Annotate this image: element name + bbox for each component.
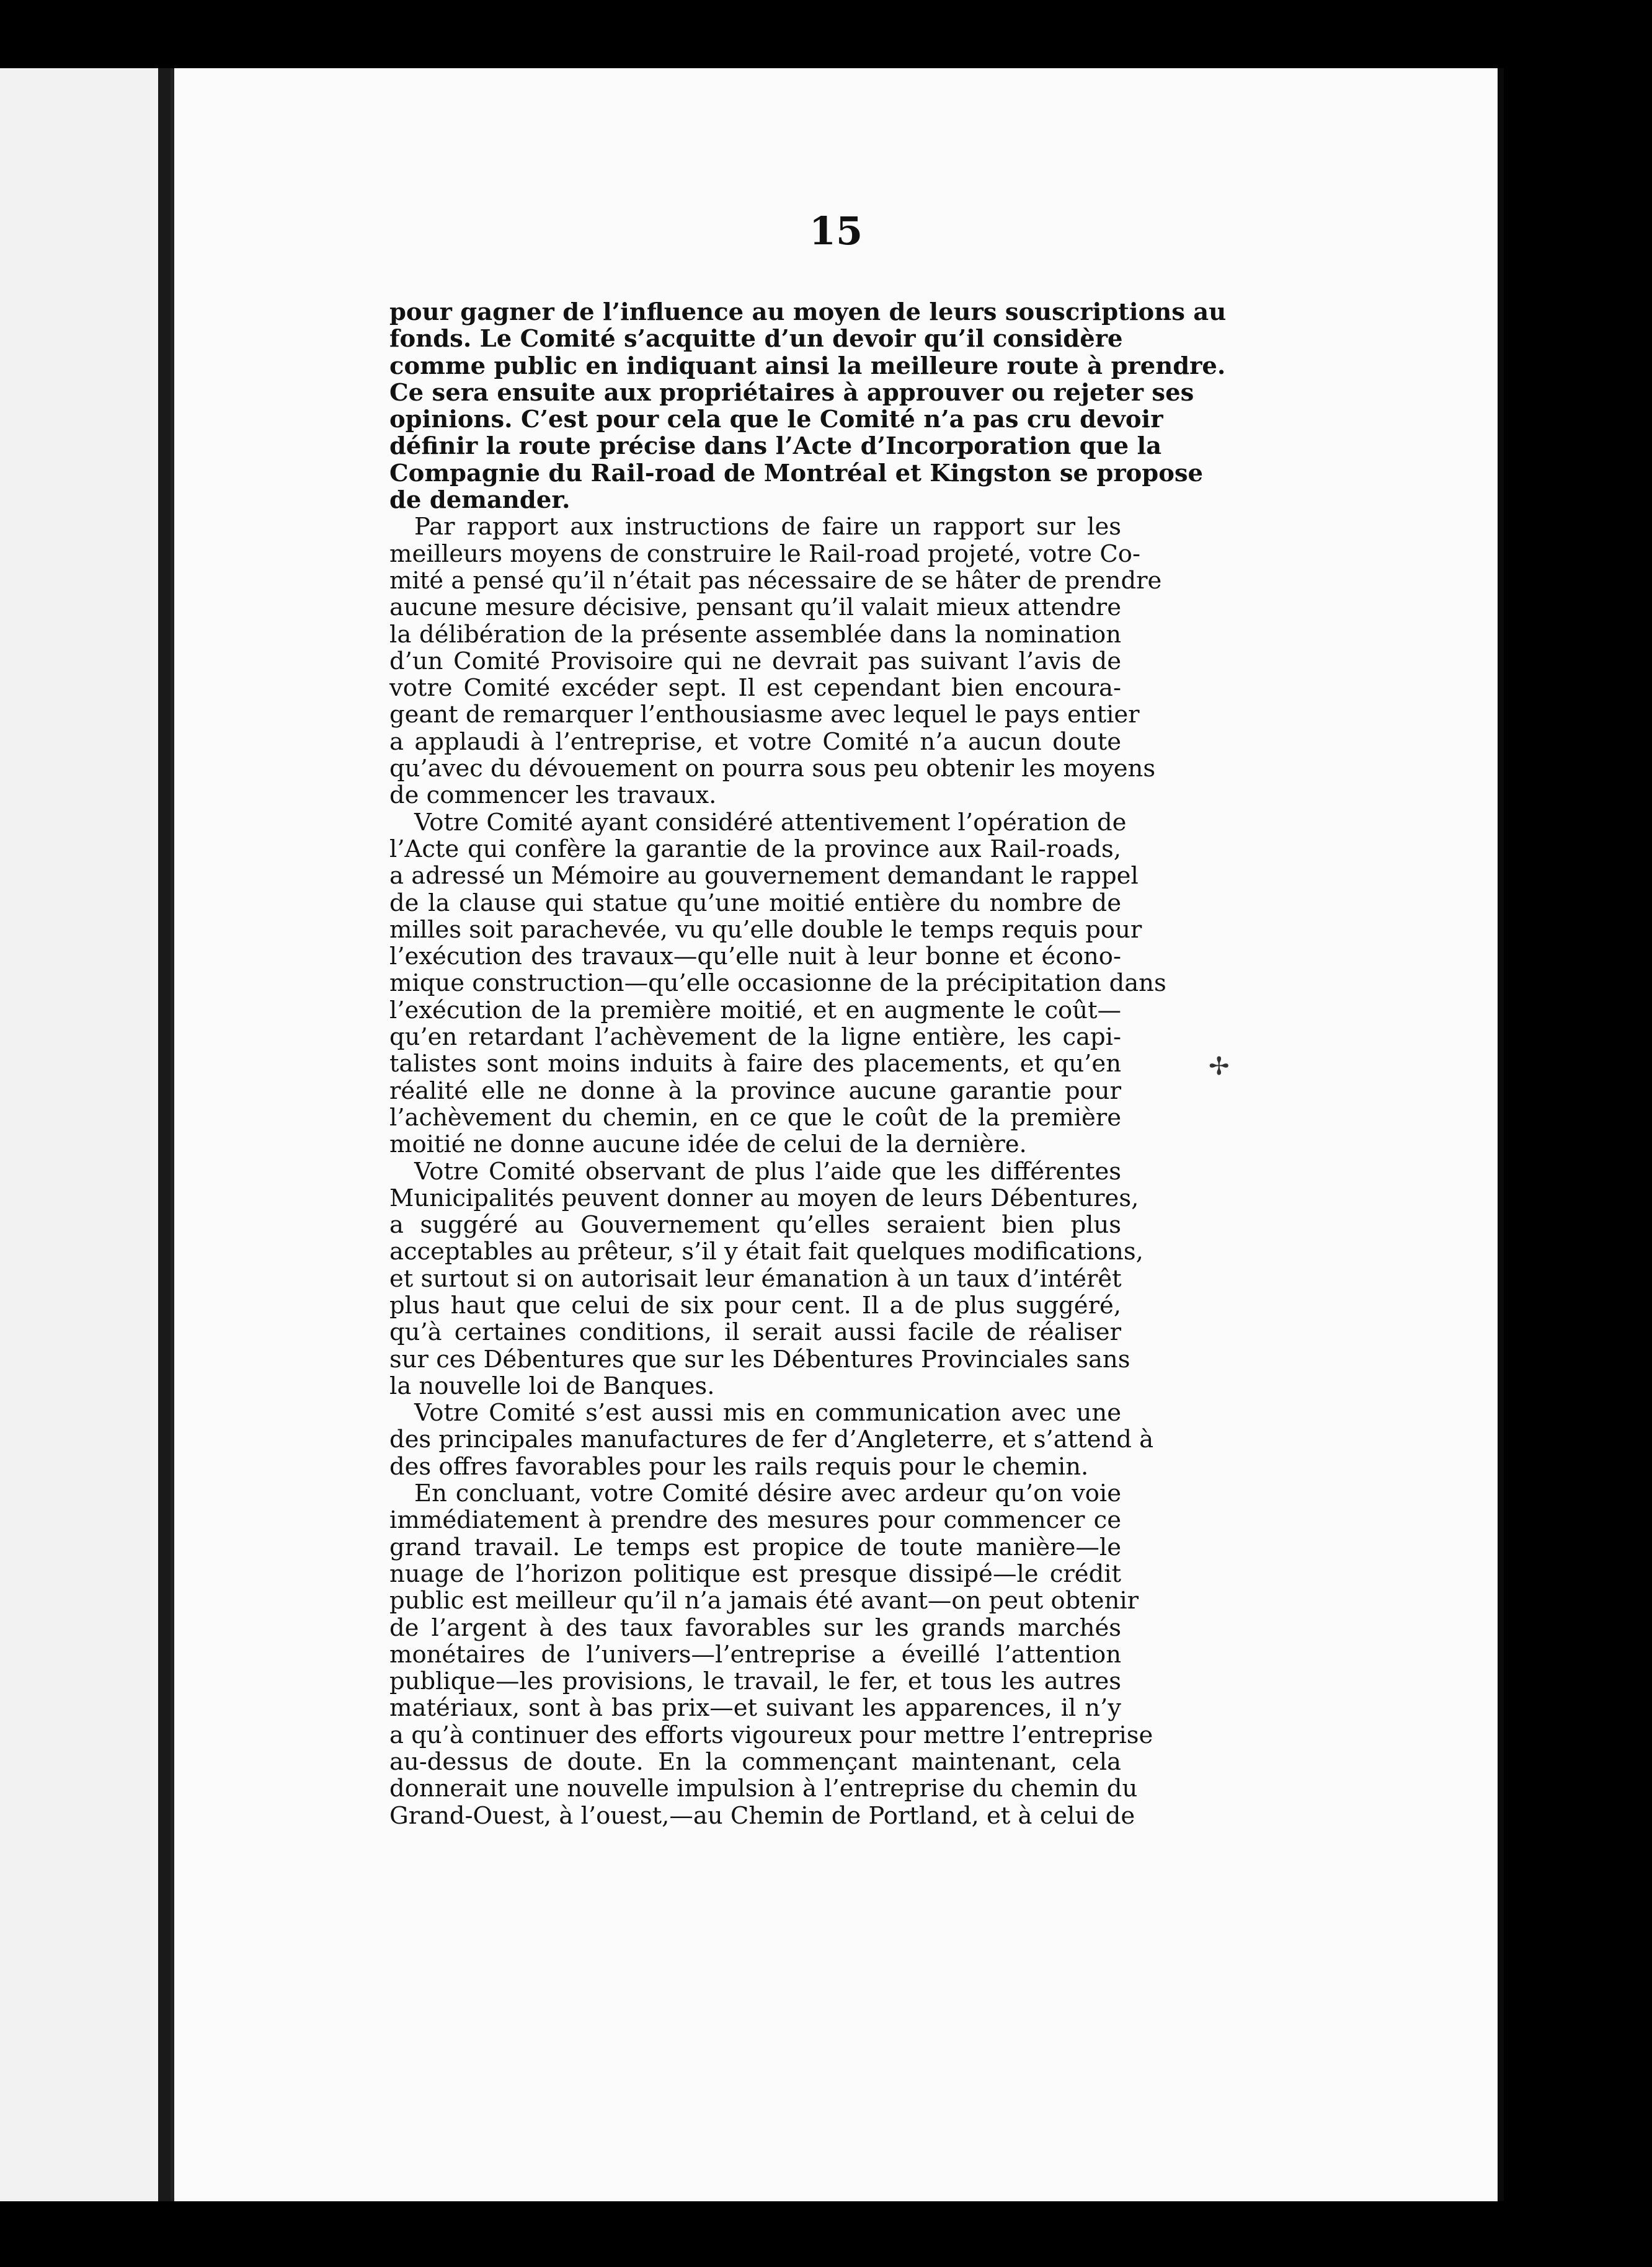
text-line: immédiatement à prendre des mesures pour commencer ce — [389, 1506, 1121, 1535]
text-line: Votre Comité observant de plus l’aide que les différentes — [414, 1157, 1121, 1186]
text-line: qu’à certaines conditions, il serait aussi facile de réaliser — [389, 1318, 1121, 1347]
text-line: Ce sera ensuite aux propriétaires à approuver ou rejeter ses — [389, 378, 1194, 407]
text-line: fonds. Le Comité s’acquitte d’un devoir qu’il considère — [389, 325, 1123, 353]
text-line: d’un Comité Provisoire qui ne devrait pas suivant l’avis de — [389, 647, 1121, 675]
text-line: au-dessus de doute. En la commençant maintenant, cela — [389, 1748, 1121, 1777]
text-line: moitié ne donne aucune idée de celui de la dernière. — [389, 1130, 1027, 1159]
text-line: réalité elle ne donne à la province aucune garantie pour — [389, 1076, 1121, 1105]
paragraph — [389, 513, 1162, 810]
paragraph — [389, 1399, 1154, 1481]
text-line: de la clause qui statue qu’une moitié entière du nombre de — [389, 889, 1121, 917]
text-line: Compagnie du Rail-road de Montréal et Kingston se propose — [389, 459, 1204, 487]
text-line: matériaux, sont à bas prix—et suivant les apparences, il n’y — [389, 1694, 1121, 1723]
text-line: votre Comité excéder sept. Il est cependant bien encoura- — [389, 674, 1121, 703]
text-line: En concluant, votre Comité désire avec ardeur qu’on voie — [414, 1480, 1121, 1508]
text-line: nuage de l’horizon politique est presque dissipé—le crédit — [389, 1559, 1121, 1588]
text-line: a qu’à continuer des efforts vigoureux pour mettre l’entreprise — [389, 1721, 1153, 1749]
text-line: Votre Comité ayant considéré attentivement l’opération de — [414, 808, 1127, 836]
paragraph — [389, 1480, 1153, 1830]
text-line: Votre Comité s’est aussi mis en communication avec une — [414, 1399, 1121, 1427]
text-line: qu’en retardant l’achèvement de la ligne entière, les capi- — [389, 1023, 1121, 1052]
text-line: monétaires de l’univers—l’entreprise a éveillé l’attention — [389, 1640, 1121, 1669]
text-line: Par rapport aux instructions de faire un rapport sur les — [414, 513, 1121, 541]
page-number: 15 — [809, 208, 863, 254]
text-line: mité a pensé qu’il n’était pas nécessaire de se hâter de prendre — [389, 566, 1162, 595]
text-line: et surtout si on autorisait leur émanation à un taux d’intérêt — [389, 1264, 1122, 1293]
text-line: talistes sont moins induits à faire des placements, et qu’en — [389, 1050, 1121, 1078]
text-line: plus haut que celui de six pour cent. Il a de plus suggéré, — [389, 1291, 1121, 1320]
text-line: donnerait une nouvelle impulsion à l’entreprise du chemin du — [389, 1775, 1138, 1803]
text-line: geant de remarquer l’enthousiasme avec lequel le pays entier — [389, 701, 1140, 729]
text-line: meilleurs moyens de construire le Rail-road projeté, votre Co- — [389, 539, 1140, 568]
text-line: l’Acte qui confère la garantie de la province aux Rail-roads, — [389, 835, 1121, 863]
text-line: a applaudi à l’entreprise, et votre Comité n’a aucun doute — [389, 727, 1121, 756]
text-line: l’exécution de la première moitié, et en augmente le coût— — [389, 996, 1121, 1024]
text-line: de commencer les travaux. — [389, 781, 717, 810]
text-line: des principales manufactures de fer d’Angleterre, et s’attend à — [389, 1426, 1154, 1454]
body-text — [389, 298, 1227, 1830]
text-line: a adressé un Mémoire au gouvernement demandant le rappel — [389, 862, 1139, 890]
text-line: opinions. C’est pour cela que le Comité n’a pas cru devoir — [389, 406, 1163, 434]
text-line: acceptables au prêteur, s’il y était fait quelques modifications, — [389, 1238, 1144, 1266]
text-line: grand travail. Le temps est propice de toute manière—le — [389, 1533, 1121, 1561]
text-line: mique construction—qu’elle occasionne de la précipitation dans — [389, 969, 1166, 998]
text-line: Municipalités peuvent donner au moyen de leurs Débentures, — [389, 1184, 1139, 1212]
text-line: l’exécution des travaux—qu’elle nuit à leur bonne et écono- — [389, 943, 1121, 971]
text-line: de demander. — [389, 486, 571, 515]
paragraph — [389, 298, 1227, 515]
text-line: aucune mesure décisive, pensant qu’il valait mieux attendre — [389, 593, 1121, 622]
text-line: l’achèvement du chemin, en ce que le coût de la première — [389, 1103, 1121, 1132]
margin-mark-icon: ✢ — [1209, 1052, 1230, 1081]
text-line: public est meilleur qu’il n’a jamais été avant—on peut obtenir — [389, 1587, 1139, 1615]
text-line: qu’avec du dévouement on pourra sous peu obtenir les moyens — [389, 755, 1156, 783]
text-line: sur ces Débentures que sur les Débentures Provinciales sans — [389, 1345, 1130, 1373]
facing-page-edge — [0, 68, 158, 2201]
text-line: définir la route précise dans l’Acte d’Incorporation que la — [389, 432, 1162, 461]
text-line: pour gagner de l’influence au moyen de leurs souscriptions au — [389, 298, 1227, 326]
paragraph — [389, 808, 1166, 1159]
gutter-shadow — [158, 68, 171, 2201]
text-line: a suggéré au Gouvernement qu’elles seraient bien plus — [389, 1211, 1121, 1240]
text-line: des offres favorables pour les rails requis pour le chemin. — [389, 1452, 1089, 1481]
text-line: la nouvelle loi de Banques. — [389, 1372, 715, 1400]
text-line: publique—les provisions, le travail, le fer, et tous les autres — [389, 1667, 1121, 1696]
text-line: milles soit parachevée, vu qu’elle double le temps requis pour — [389, 915, 1142, 944]
text-line: de l’argent à des taux favorables sur les grands marchés — [389, 1613, 1121, 1642]
document-page — [171, 68, 1504, 2201]
text-line: la délibération de la présente assemblée dans la nomination — [389, 620, 1121, 649]
text-line: comme public en indiquant ainsi la meilleure route à prendre. — [389, 352, 1226, 380]
text-line: Grand-Ouest, à l’ouest,—au Chemin de Portland, et à celui de — [389, 1801, 1135, 1830]
paragraph — [389, 1157, 1144, 1400]
